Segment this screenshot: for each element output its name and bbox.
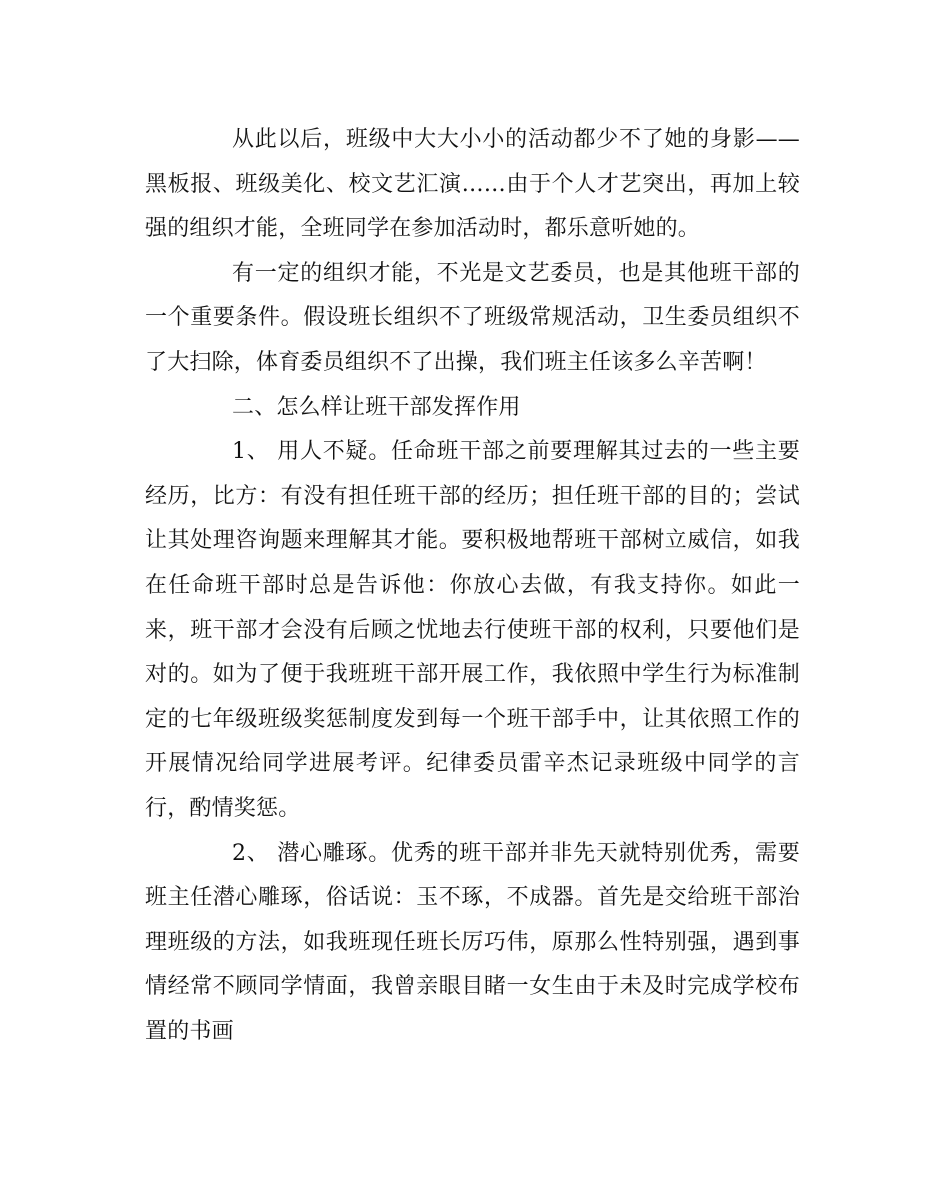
paragraph-activities: 从此以后，班级中大大小小的活动都少不了她的身影——黑板报、班级美化、校文艺汇演……由于个人才艺突出，再加上较强的组织才能，全班同学在参加活动时，都乐意听她的。 [145,127,800,242]
document-page [145,118,800,1054]
paragraph-point-1: 1、 用人不疑。任命班干部之前要理解其过去的一些主要经历，比方：有没有担任班干部的经历；担任班干部的目的；尝试让其处理咨询题来理解其才能。要积极地帮班干部树立威信，如我在任命班干部时总是告诉他：你放心去做，有我支持你。如此一来，班干部才会没有后顾之忧地去行使班干部的权利，只要他们是对的。如为了便于我班班干部开展工作，我依照中学生行为标准制定的七年级班级奖惩制度发到每一个班干部手中，让其依照工作的开展情况给同学进展考评。纪律委员雷辛杰记录班级中同学的言行，酌情奖惩。 [145,439,800,821]
paragraph-point-2: 2、 潜心雕琢。优秀的班干部并非先天就特别优秀，需要班主任潜心雕琢，俗话说：玉不琢，不成器。首先是交给班干部治理班级的方法，如我班现任班长厉巧伟，原那么性特别强，遇到事情经常不顾同学情面，我曾亲眼目睹一女生由于未及时完成学校布置的书画 [145,840,800,1044]
paragraph-organization: 有一定的组织才能，不光是文艺委员，也是其他班干部的一个重要条件。假设班长组织不了班级常规活动，卫生委员组织不了大扫除，体育委员组织不了出操，我们班主任该多么辛苦啊！ [145,260,800,375]
section-heading: 二、怎么样让班干部发挥作用 [232,394,521,420]
